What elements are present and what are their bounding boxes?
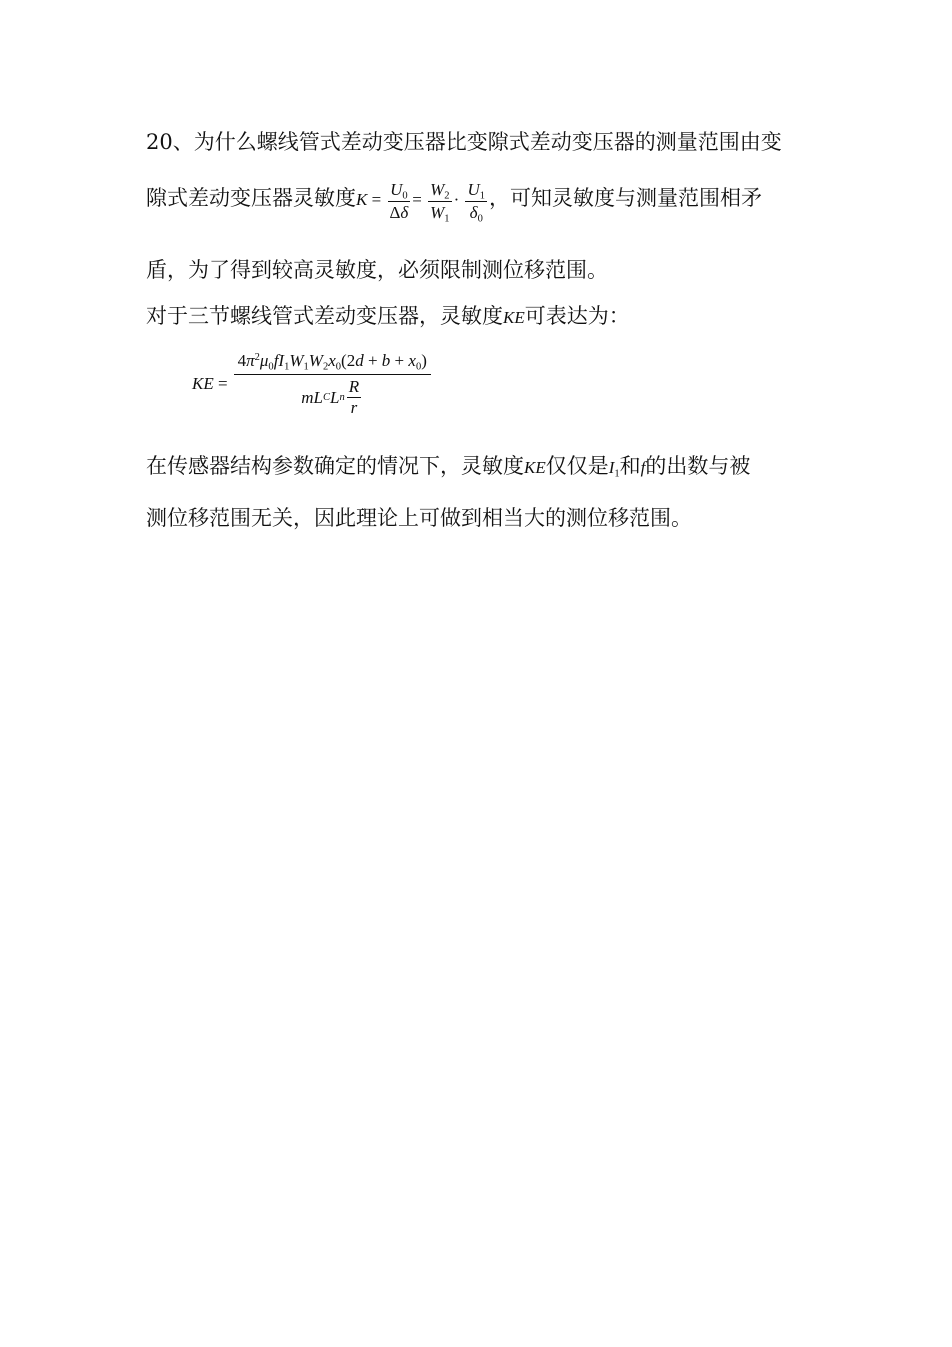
ke-formula-numerator: $4\pi^2\mu_0fI_1W_1W_2x_0(2d + b + x_0)$ [234,350,431,375]
line5-text-prefix: 在传感器结构参数确定的情况下，灵敏度 [146,454,524,478]
fraction-w2-w1: $\frac{W_2}{W_1}$ [430,179,450,225]
ke-formula: KE = $4\pi^2\mu_0fI_1W_1W_2x_0(2d + b + x_0)$ mL C L n $\frac{R}{r}$ [192,350,431,417]
fraction-u0-delta: $\frac{U_0}{\Delta\delta}$ [389,179,409,222]
line5-text-mid1: 仅仅是 [545,454,609,478]
paragraph-line-3: 盾，为了得到较高灵敏度，必须限制测位移范围。 [146,258,608,282]
fraction-u1-delta0: $\frac{U_1}{\delta_0}$ [467,179,486,225]
ke-formula-denominator: mL C L n $\frac{R}{r}$ [301,377,360,417]
paragraph-line-1: 20、为什么螺线管式差动变压器比变隙式差动变压器的测量范围由变 [146,130,782,154]
paragraph-line-5 [146,452,750,482]
line4-text-prefix: 对于三节螺线管式差动变压器，灵敏度 [146,304,503,328]
variable-i1: $I_1$ [608,458,620,480]
paragraph-line-4 [146,302,630,332]
variable-f: f [640,458,646,477]
fraction-r-over-r: $\frac{R}{r}$ [348,377,360,417]
variable-ke: KE [503,308,525,327]
line4-text-suffix: 可表达为： [524,304,630,328]
sensitivity-formula-inline: K = $\frac{U_0}{\Delta\delta}$ = $\frac{W_2}{W_1}$ · $\frac{U_1}{\delta_0}$ [356,179,486,225]
paragraph-line-6: 测位移范围无关，因此理论上可做到相当大的测位移范围。 [146,506,692,530]
paragraph-line-2 [146,178,762,223]
variable-ke-2: KE [524,458,546,477]
line2-text-prefix: 隙式差动变压器灵敏度 [146,186,356,210]
line5-text-mid2: 和 [619,454,641,478]
line2-text-suffix: ，可知灵敏度与测量范围相矛 [489,186,763,210]
line5-text-suffix: 的出数与被 [645,454,751,478]
